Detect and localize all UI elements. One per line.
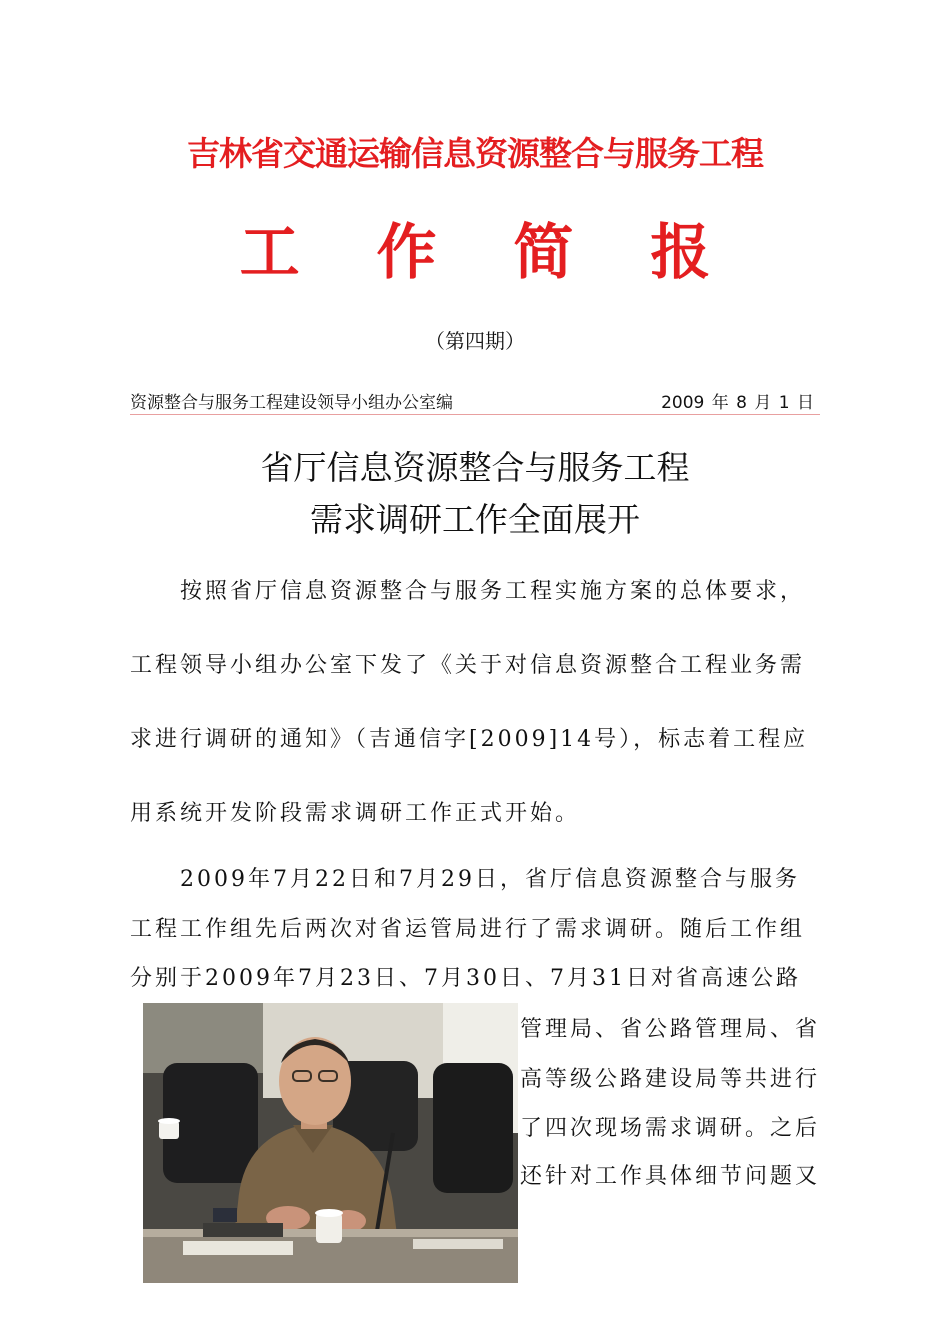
paragraph-1-line: 按照省厅信息资源整合与服务工程实施方案的总体要求，: [180, 579, 806, 604]
paragraph-1-line: 用系统开发阶段需求调研工作正式开始。: [130, 801, 581, 826]
article-title-line-1: 省厅信息资源整合与服务工程: [260, 448, 690, 487]
paragraph-2-line: 2009年7月22日和7月29日，省厅信息资源整合与服务: [180, 867, 800, 892]
article-title-line-2: 需求调研工作全面展开: [310, 500, 640, 539]
meeting-photo: [143, 1003, 518, 1283]
header-divider: [130, 414, 820, 415]
paragraph-2-line: 了四次现场需求调研。之后: [520, 1116, 821, 1141]
paragraph-2-line: 还针对工作具体细节问题又: [520, 1164, 821, 1189]
paragraph-2-line: 高等级公路建设局等共进行: [520, 1067, 821, 1092]
editor-line: 资源整合与服务工程建设领导小组办公室编: [130, 393, 453, 413]
paragraph-1-line: 求进行调研的通知》（吉通信字[2009]14号），标志着工程应: [130, 727, 809, 752]
bulletin-title: 工 作 简 报: [239, 218, 739, 288]
paragraph-2-line: 管理局、省公路管理局、省: [520, 1017, 821, 1042]
issue-number: （第四期）: [425, 329, 525, 353]
org-title: 吉林省交通运输信息资源整合与服务工程: [187, 134, 763, 173]
paragraph-2-line: 分别于2009年7月23日、7月30日、7月31日对省高速公路: [130, 966, 801, 991]
publish-date: 2009 年 8 月 1 日: [661, 393, 814, 413]
paragraph-2-line: 工程工作组先后两次对省运管局进行了需求调研。随后工作组: [130, 917, 806, 942]
paragraph-1-line: 工程领导小组办公室下发了《关于对信息资源整合工程业务需: [130, 653, 806, 678]
